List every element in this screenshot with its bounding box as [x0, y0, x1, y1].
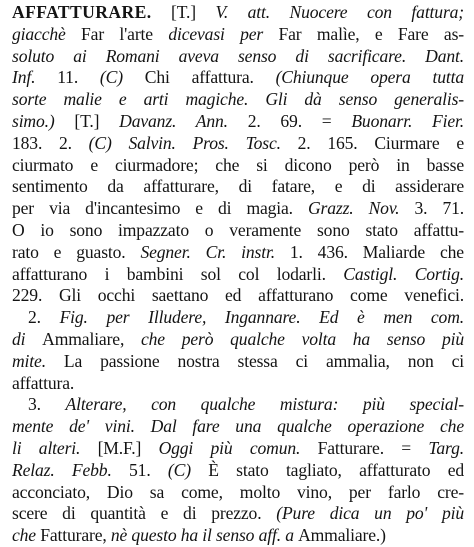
entry-line: [12, 111, 464, 133]
italic-text: (C): [99, 67, 145, 88]
text: acconciato, Dio sa come, molto vino, per farlo cre-: [12, 481, 464, 502]
text: Ammaliare,: [42, 328, 141, 349]
text: Fatturare. =: [317, 437, 429, 458]
text: 1. 436. Maliarde che: [289, 241, 464, 262]
entry-line: [12, 438, 464, 460]
entry-line: [12, 133, 464, 155]
italic-text: dicevasi per: [168, 23, 279, 44]
entry-line: [12, 242, 464, 264]
italic-text: Relaz. Febb.: [12, 459, 130, 480]
text: 2.: [28, 307, 60, 328]
entry-line: [12, 46, 464, 68]
entry-line: [12, 525, 464, 547]
italic-text: Castigl. Cortig.: [343, 263, 464, 284]
italic-text: (Chiunque opera tutta: [275, 67, 464, 88]
italic-text: sorte malie e arti magiche. Gli dà senso generalis-: [12, 89, 464, 110]
text: O io sono impazzato o veramente sono stato affattu-: [12, 219, 464, 240]
italic-text: Grazz. Nov.: [308, 198, 415, 219]
entry-line: [12, 351, 464, 373]
italic-text: mente de' vini. Dal fare una qualche operazione che: [12, 416, 464, 437]
italic-text: soluto ai Romani aveva senso di sacrificare. Dant.: [12, 45, 464, 66]
text: Fatturare,: [40, 525, 111, 546]
text: 229. Gli occhi saettano ed affatturano come venefici.: [12, 285, 464, 306]
entry-line: [12, 482, 464, 504]
text: 3.: [28, 394, 66, 415]
text: 3. 71.: [414, 198, 464, 219]
entry-line: [12, 220, 464, 242]
text: 183. 2.: [12, 132, 89, 153]
italic-text: che però qualche volta ha senso più: [140, 328, 464, 349]
italic-text: simo.): [12, 110, 75, 131]
entry-line: [12, 329, 464, 351]
italic-text: Oggi più comun.: [158, 437, 318, 458]
entry-line: [12, 416, 464, 438]
text: La passione nostra stessa ci ammalia, non ci: [63, 350, 464, 371]
italic-text: V. att. Nuocere con fattura;: [215, 2, 464, 22]
italic-text: Inf.: [12, 67, 58, 88]
text: [T.]: [74, 110, 120, 131]
text: Chi affattura.: [144, 67, 276, 88]
italic-text: che: [12, 525, 41, 546]
text: Far l'arte: [81, 23, 169, 44]
entry-line: [12, 264, 464, 286]
entry-line: [12, 394, 464, 416]
text: per via d'incantesimo e di magia.: [12, 198, 308, 219]
entry-line: [12, 24, 464, 46]
entry-line: [12, 285, 464, 307]
text: 2. 165. Ciurmare e: [297, 132, 465, 153]
italic-text: Fig. per Illudere, Ingannare. Ed è men com.: [59, 307, 464, 328]
text: È stato tagliato, affatturato ed: [208, 459, 464, 480]
text: 51.: [129, 459, 168, 480]
entry-line: [12, 155, 464, 177]
italic-text: (Pure dica un po' più: [276, 503, 464, 524]
italic-text: mite.: [12, 350, 64, 371]
italic-text: Segner. Cr. instr.: [140, 241, 290, 262]
entry-line: [12, 2, 464, 24]
text: rato e guasto.: [12, 241, 141, 262]
headword: AFFATTURARE.: [12, 2, 152, 22]
entry-line: [12, 89, 464, 111]
italic-text: Buonarr. Fier.: [351, 110, 464, 131]
entry-line: [12, 307, 464, 329]
entry-line: [12, 176, 464, 198]
text: affatturano i bambini sol col lodarli.: [12, 263, 344, 284]
italic-text: di: [12, 328, 43, 349]
text: Far malìe, e Fare as-: [278, 23, 464, 44]
italic-text: (C) Salvin. Pros. Tosc.: [88, 132, 298, 153]
entry-line: [12, 503, 464, 525]
text: 11.: [57, 67, 100, 88]
entry-line: [12, 67, 464, 89]
entry-line: [12, 198, 464, 220]
italic-text: nè questo ha il senso aff. a: [110, 525, 299, 546]
entry-line: [12, 373, 464, 395]
entry-line: [12, 460, 464, 482]
text: scere di quantità e di prezzo.: [12, 503, 277, 524]
text: [M.F.]: [97, 437, 159, 458]
italic-text: (C): [167, 459, 209, 480]
italic-text: giacchè: [12, 23, 82, 44]
text: 2. 69. =: [247, 110, 352, 131]
text: [T.]: [151, 2, 216, 22]
italic-text: Alterare, con qualche mistura: più special-: [65, 394, 464, 415]
italic-text: li alteri.: [12, 437, 98, 458]
text: sentimento da affatturare, di fatare, e di assiderare: [12, 176, 464, 197]
italic-text: Targ.: [428, 437, 464, 458]
text: Ammaliare.): [298, 525, 386, 546]
text: ciurmato e ciurmadore; che si dicono però in basse: [12, 154, 464, 175]
text: affattura.: [12, 372, 75, 393]
italic-text: Davanz. Ann.: [119, 110, 248, 131]
